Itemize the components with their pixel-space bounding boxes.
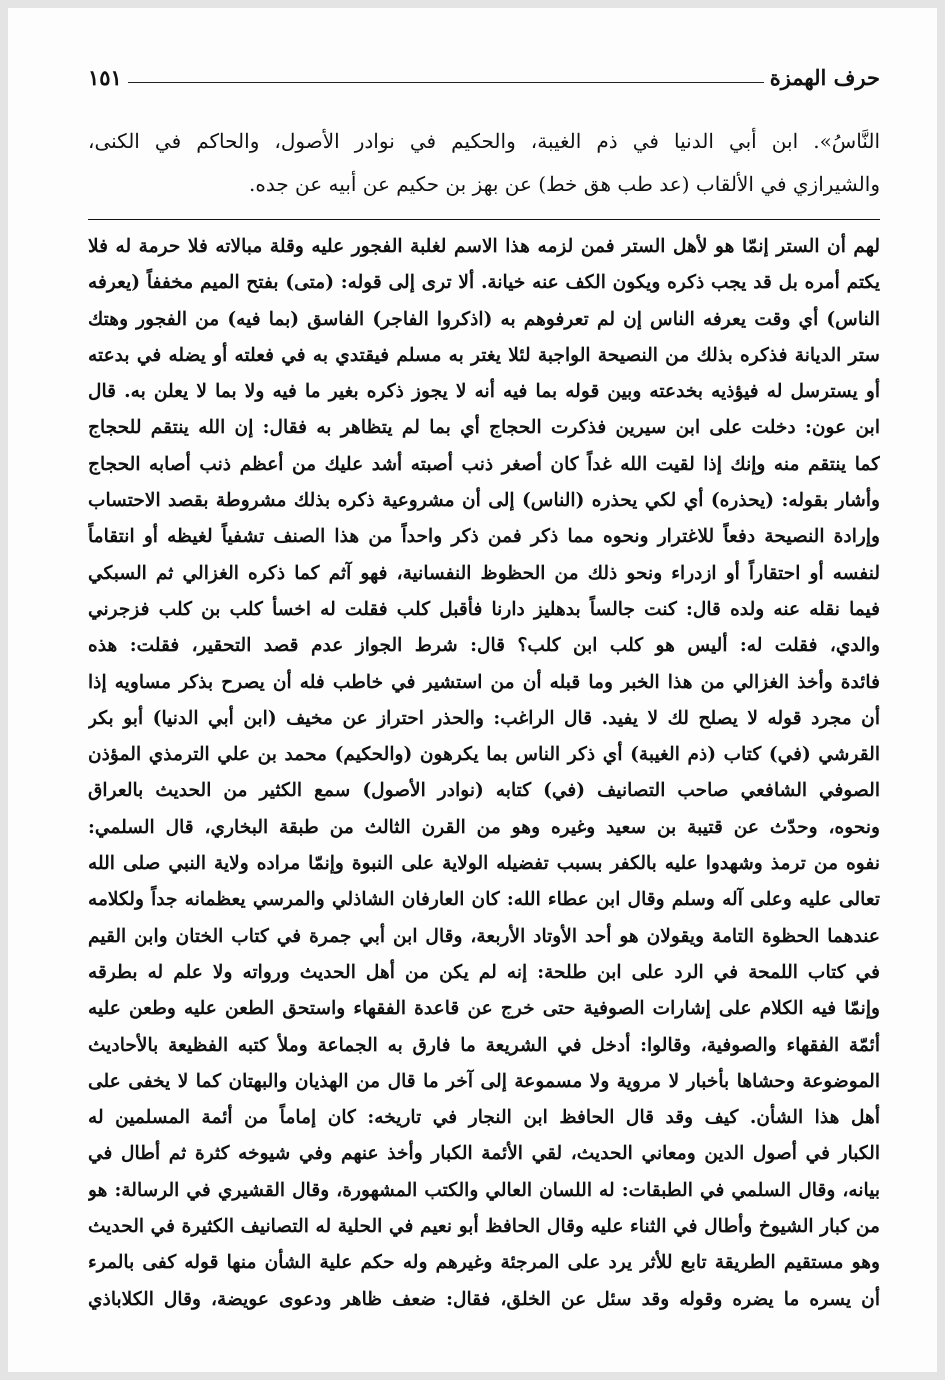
commentary-line: أن مجرد قوله لا يصلح لك لا يفيد. قال الراغب: والحذر احتراز عن مخيف (ابن أبي الدنيا) أبو بكر xyxy=(88,707,880,729)
commentary-text xyxy=(88,229,880,1318)
commentary-line: ابن عون: دخلت على ابن سيرين فذكرت الحجاج أي بما لم يتظاهر به فقال: إن الله ينتقم للحجاج xyxy=(88,417,880,439)
commentary-line: أئمّة الفقهاء والصوفية، وقالوا: أدخل في الشريعة ما فارق به الجماعة وملأ كتبه الفظيعة بالأحاديث xyxy=(88,1034,880,1056)
footnote-separator xyxy=(88,219,880,220)
commentary-line: الكبار في أصول الدين ومعاني الحديث، لقي الأئمة الكبار وأخذ عنهم وفي شيوخه كثرة ثم أطال في xyxy=(88,1143,880,1165)
commentary-line: أهل هذا الشأن. كيف وقد قال الحافظ ابن النجار في تاريخه: كان إماماً من أئمة المسلمين له xyxy=(88,1107,880,1129)
commentary-line: أو يسترسل له فيؤذيه بخدعته وبين قوله بما فيه أنه لا يجوز ذكره بغير ما فيه ولا بما لا يعلن به. قال xyxy=(88,381,880,403)
commentary-line: وأشار بقوله: (يحذره) أي لكي يحذره (الناس) إلى أن مشروعية ذكره بذلك مشروطة بقصد الاحتساب xyxy=(88,490,880,512)
commentary-line: بيانه، وقال السلمي في الطبقات: له اللسان العالي والكتب المشهورة، وقال القشيري في الرسالة: هو xyxy=(88,1179,880,1201)
commentary-line: وإنمّا فيه الكلام على إشارات الصوفية حتى خرج عن قاعدة الفقهاء واستحق الطعن عليه وطعن عليه xyxy=(88,998,880,1020)
commentary-line: في كتاب اللمحة في الرد على ابن طلحة: إنه لم يكن من أهل الحديث ورواته ولا علم له بطرقه xyxy=(88,961,880,983)
commentary-line: لهم أن الستر إنمّا هو لأهل الستر فمن لزمه هذا الاسم لغلبة الفجور عليه وقلة مبالاته فلا حرمة له فلا xyxy=(88,236,880,257)
commentary-line: فيما نقله عنه ولده قال: كنت جالساً بدهليز دارنا فأقبل كلب فقلت له اخسأ كلب بن كلب فزجرني xyxy=(88,598,880,620)
commentary-line: القرشي (في) كتاب (ذم الغيبة) أي ذكر الناس بما يكرهون (والحكيم) محمد بن علي الترمذي المؤذن xyxy=(88,744,880,766)
commentary-line: نفوه من ترمذ وشهدوا عليه بالكفر بسبب تفضيله الولاية على النبوة وإنمّا مراده ولاية النبي صلى الله xyxy=(88,853,880,875)
commentary-line: فائدة وأخذ الغزالي من هذا الخبر وما قبله أن من استشير في خاطب فله أن يصرح بذكر مساويه إذا xyxy=(88,671,880,693)
commentary-line: تعالى عليه وعلى آله وسلم وقال ابن عطاء الله: كان العارفان الشاذلي والمرسي يعظمانه جداً ولكلامه xyxy=(88,889,880,911)
commentary-line: وإرادة النصيحة دفعاً للاغترار ونحوه مما ذكر فمن ذكر واحداً من هذا الصنف تشفياً لغيظه أو انتقاماً xyxy=(88,526,880,548)
commentary-line: الموضوعة وحشاها بأخبار لا مروية ولا مسموعة إلى آخر ما قال من الهذيان والبهتان كما لا يخفى على xyxy=(88,1070,880,1092)
page-number: ١٥١ xyxy=(88,65,122,90)
main-text-line: والشيرازي في الألقاب (عد طب هق خط) عن بهز بن حكيم عن أبيه عن جده. xyxy=(248,172,880,196)
main-text xyxy=(88,120,880,206)
commentary-line: عندهما الحظوة التامة ويقولان هو أحد الأوتاد الأربعة، وقال ابن أبي جمرة في كتاب الختان وابن القيم xyxy=(88,925,880,947)
running-header xyxy=(88,56,880,90)
main-text-line: النَّاسُ». ابن أبي الدنيا في ذم الغيبة، والحكيم في نوادر الأصول، والحاكم في الكنى، xyxy=(88,129,880,153)
commentary-line: ستر الديانة فذكره بذلك من النصيحة الواجبة لئلا يغتر به مسلم فيقتدي به في فعلته أو يضله في بدعته xyxy=(88,344,880,366)
commentary-line: الصوفي الشافعي صاحب التصانيف (في) كتابه (نوادر الأصول) سمع الكثير من الحديث بالعراق xyxy=(88,780,880,802)
commentary-line: والدي، فقلت له: أليس هو كلب ابن كلب؟ قال: شرط الجواز عدم قصد التحقير، فقلت: هذه xyxy=(88,635,880,657)
commentary-line: من كبار الشيوخ وأطال في الثناء عليه وقال الحافظ أبو نعيم في الحلية له التصانيف الكثيرة في الحديث xyxy=(88,1216,880,1238)
header-rule xyxy=(128,82,764,83)
commentary-line: أن يسره ما يضره وقوله وقد سئل عن الخلق، فقال: ضعف ظاهر ودعوى عويضة، وقال الكلاباذي xyxy=(88,1288,880,1310)
commentary-line: وهو مستقيم الطريقة تابع للأثر يرد على المرجئة وغيرهم وله حكم علية الشأن منها قوله كفى بالمرء xyxy=(88,1252,880,1274)
commentary-line: ونحوه، وحدّث عن قتيبة بن سعيد وغيره وهو من القرن الثالث من طبقة البخاري، قال السلمي: xyxy=(88,816,880,838)
commentary-line: يكتم أمره بل قد يجب ذكره ويكون الكف عنه خيانة. ألا ترى إلى قوله: (متى) بفتح الميم مخففاً (يعرفه xyxy=(88,272,880,294)
chapter-title: حرف الهمزة xyxy=(769,65,880,90)
commentary-line: كما ينتقم منه وإنك إذا لقيت الله غداً كان أصغر ذنب أصبته أشد عليك من أعظم ذنب أصابه الحجاج xyxy=(88,453,880,475)
commentary-line: الناس) أي وقت يعرفه الناس إن لم تعرفوهم به (اذكروا الفاجر) الفاسق (بما فيه) من الفجور وهتك xyxy=(88,308,880,330)
commentary-line: لنفسه أو احتقاراً أو ازدراء ونحو ذلك من الحظوظ النفسانية، فهو آثم كما ذكره الغزالي ثم السبكي xyxy=(88,562,880,584)
